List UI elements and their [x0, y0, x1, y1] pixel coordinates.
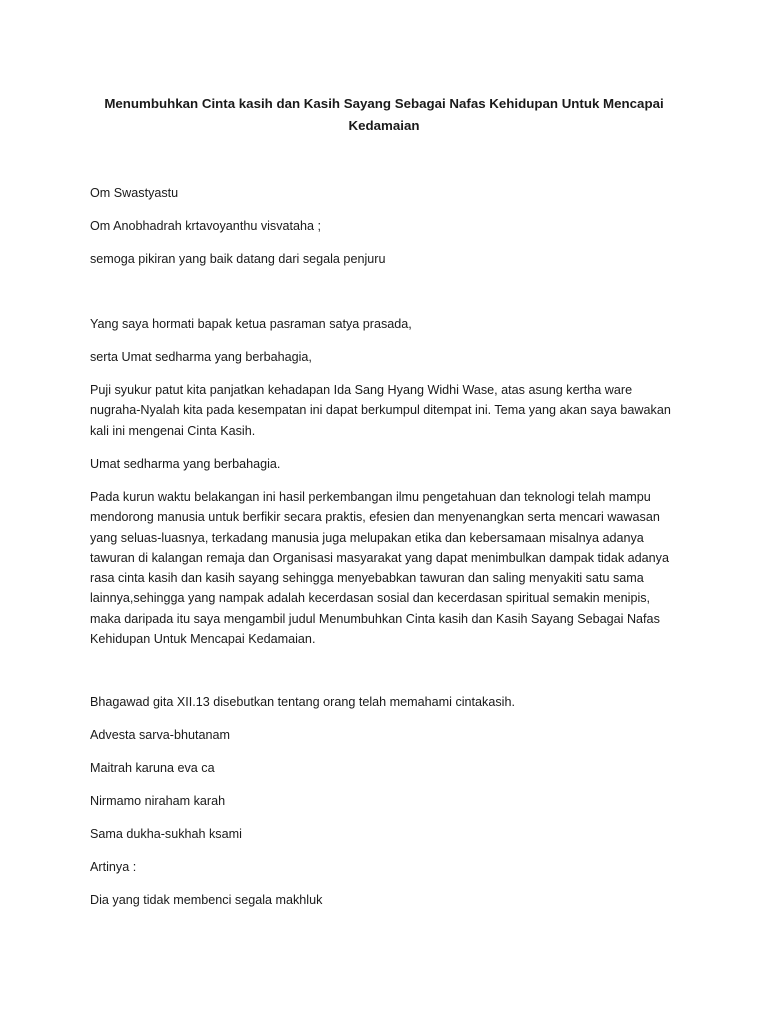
title-line-1: Menumbuhkan Cinta kasih dan Kasih Sayang Sebagai Nafas Kehidupan Untuk Mencapai — [104, 96, 664, 111]
intro-paragraph — [90, 380, 680, 441]
gita-intro: Bhagawad gita XII.13 disebutkan tentang orang telah memahami cintakasih. — [90, 695, 515, 709]
title-line-2: Kedamaian — [348, 118, 420, 133]
document-title — [90, 93, 678, 137]
meaning-line-1: Dia yang tidak membenci segala makhluk — [90, 893, 323, 907]
verse-line-3: Nirmamo niraham karah — [90, 794, 226, 808]
greeting-semoga: semoga pikiran yang baik datang dari segala penjuru — [90, 252, 386, 266]
body-line: maka daripada itu saya mengambil judul Menumbuhkan Cinta kasih dan Kasih Sayang Sebagai Nafas — [90, 611, 660, 626]
body-line: mendorong manusia untuk berfikir secara praktis, efesien dan menyenangkan serta mencari wawasan — [90, 510, 660, 525]
intro-line: kali ini mengenai Cinta Kasih. — [90, 423, 256, 438]
verse-line-4: Sama dukha-sukhah ksami — [90, 827, 242, 841]
body-paragraph — [90, 487, 680, 649]
address-umat: serta Umat sedharma yang berbahagia, — [90, 350, 312, 364]
meaning-label: Artinya : — [90, 860, 137, 874]
intro-line: Puji syukur patut kita panjatkan kehadapan Ida Sang Hyang Widhi Wase, atas asung kertha ware — [90, 383, 633, 397]
verse-line-1: Advesta sarva-bhutanam — [90, 728, 231, 742]
address-umat-berbahagia: Umat sedharma yang berbahagia. — [90, 457, 281, 471]
body-line: Pada kurun waktu belakangan ini hasil perkembangan ilmu pengetahuan dan teknologi telah mampu — [90, 490, 651, 504]
greeting-om-anobhadrah: Om Anobhadrah krtavoyanthu visvataha ; — [90, 219, 322, 233]
body-line: lainnya,sehingga yang nampak adalah kecerdasan sosial dan kecerdasan spiritual semakin menipis, — [90, 591, 651, 606]
body-line: rasa cinta kasih dan kasih sayang sehingga menyebabkan tawuran dan saling menyakiti satu sama — [90, 571, 644, 586]
verse-line-2: Maitrah karuna eva ca — [90, 761, 215, 775]
address-ketua: Yang saya hormati bapak ketua pasraman satya prasada, — [90, 317, 412, 331]
body-line: Kehidupan Untuk Mencapai Kedamaian. — [90, 632, 316, 647]
greeting-om-swastyastu: Om Swastyastu — [90, 186, 179, 200]
body-line: tawuran di kalangan remaja dan Organisasi masyarakat yang dapat menimbulkan dampak tidak adanya — [90, 550, 669, 565]
body-line: yang seluas-luasnya, terkadang manusia juga melupakan etika dan kebersamaan misalnya adanya — [90, 530, 644, 545]
intro-line: nugraha-Nyalah kita pada kesempatan ini dapat berkumpul ditempat ini. Tema yang akan saya bawakan — [90, 403, 671, 418]
